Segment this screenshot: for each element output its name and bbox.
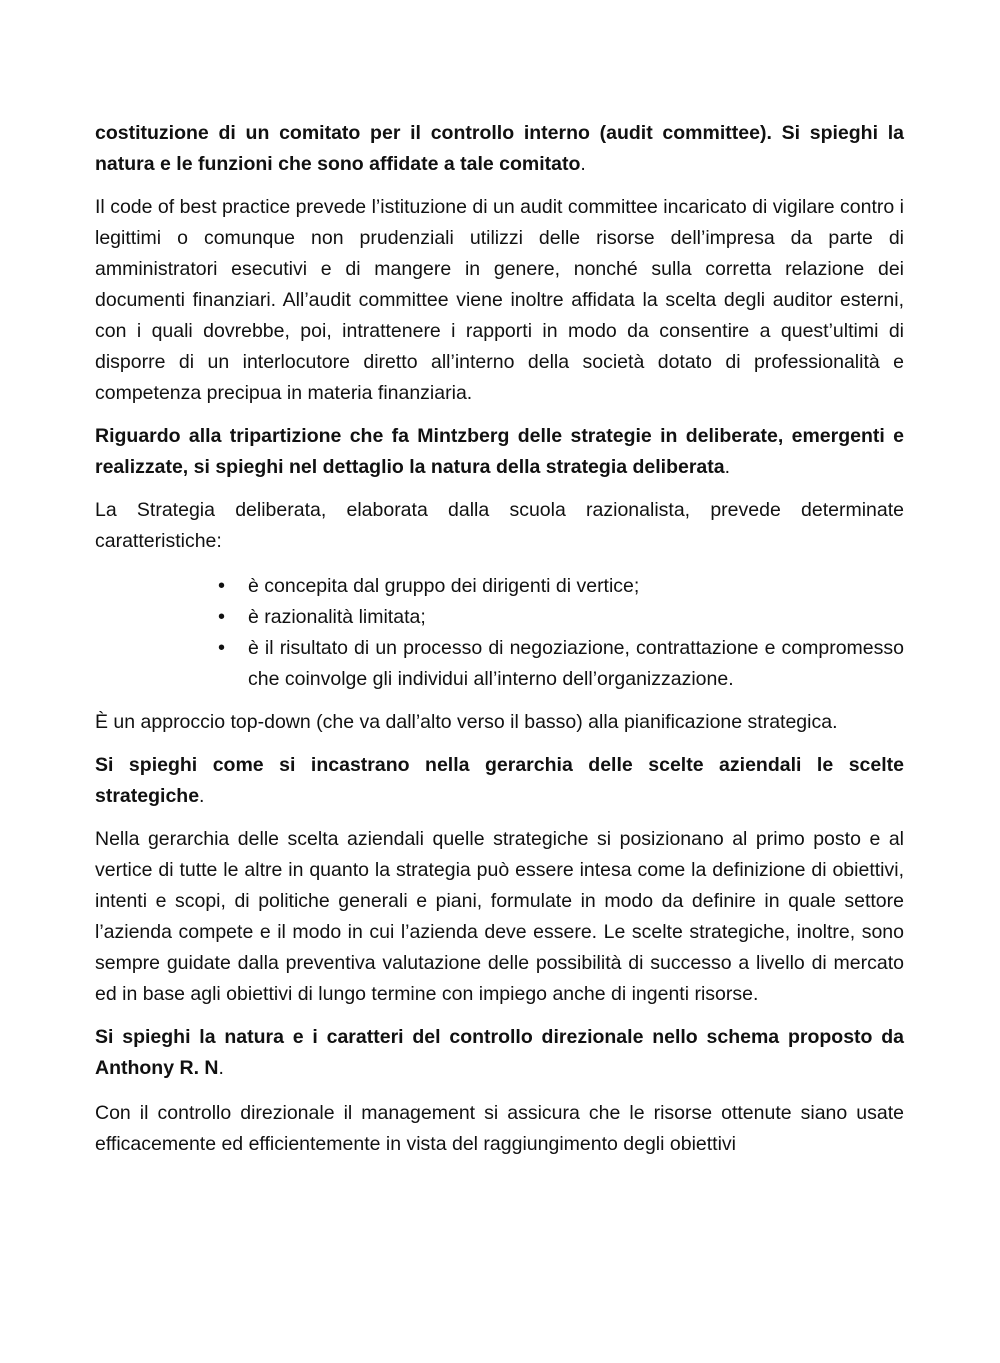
question-text: Riguardo alla tripartizione che fa Mintzberg delle strategie in deliberate, emergenti e realizzate, si spieghi nel dettaglio la natura della strategia deliberata xyxy=(95,425,904,478)
question-end: . xyxy=(580,153,586,175)
list-item-text: è il risultato di un processo di negoziazione, contrattazione e compromesso che coinvolge gli individui all’interno dell’organizzazione. xyxy=(248,637,904,690)
question-text: Si spieghi la natura e i caratteri del controllo direzionale nello schema proposto da Anthony R. N xyxy=(95,1026,904,1079)
answer-management-control: Con il controllo direzionale il management si assicura che le risorse ottenute siano usate efficacemente ed efficientemente in vista del raggiungimento degli obiettivi xyxy=(95,1102,904,1155)
list-item-text: è razionalità limitata; xyxy=(248,606,426,628)
question-strategic-choices xyxy=(95,750,904,812)
answer-strategic-choices: Nella gerarchia delle scelta aziendali quelle strategiche si posizionano al primo posto e al vertice di tutte le altre in quanto la strategia può essere intesa come la definizione di obiettivi, intenti e scopi, di politiche generali e piani, formulate in modo da definire in quale settore l’azienda compete e il modo in cui l’azienda deve essere. Le scelte strategiche, inoltre, sono sempre guidate dalla preventiva valutazione delle possibilità di successo a livello di mercato ed in base agli obiettivi di lungo termine con impiego anche di ingenti risorse. xyxy=(95,828,904,1005)
answer-top-down: È un approccio top-down (che va dall’alto verso il basso) alla pianificazione strategica. xyxy=(95,711,838,733)
question-mintzberg-strategy xyxy=(95,421,904,483)
list-item-text: è concepita dal gruppo dei dirigenti di vertice; xyxy=(248,575,640,597)
document-page xyxy=(95,118,904,1160)
bullet-icon: • xyxy=(218,637,226,659)
question-end: . xyxy=(199,785,205,807)
question-anthony-control xyxy=(95,1022,904,1084)
question-end: . xyxy=(724,456,731,478)
question-text: costituzione di un comitato per il controllo interno (audit committee). Si spieghi la natura e le funzioni che sono affidate a tale comitato xyxy=(95,122,904,175)
list-item xyxy=(218,602,904,633)
list-item xyxy=(218,571,904,602)
bullet-icon: • xyxy=(218,606,226,628)
bullet-icon: • xyxy=(218,575,226,597)
answer-audit-committee: Il code of best practice prevede l’istituzione di un audit committee incaricato di vigilare contro i legittimi o comunque non prudenziali utilizzi delle risorse dell’impresa da parte di amministratori esecutivi e di mangere in genere, nonché sulla corretta relazione dei documenti finanziari. All’audit committee viene inoltre affidata la scelta degli auditor esterni, con i quali dovrebbe, poi, intrattenere i rapporti in modo da consentire a quest’ultimi di disporre di un interlocutore diretto all’interno della società dotato di professionalità e competenza precipua in materia finanziaria. xyxy=(95,196,904,404)
question-audit-committee xyxy=(95,118,904,180)
characteristics-list xyxy=(95,571,904,695)
question-end: . xyxy=(218,1057,224,1079)
list-item xyxy=(218,633,904,695)
question-text: Si spieghi come si incastrano nella gerarchia delle scelte aziendali le scelte strategiche xyxy=(95,754,904,807)
answer-deliberate-strategy: La Strategia deliberata, elaborata dalla scuola razionalista, prevede determinate caratteristiche: xyxy=(95,499,904,552)
